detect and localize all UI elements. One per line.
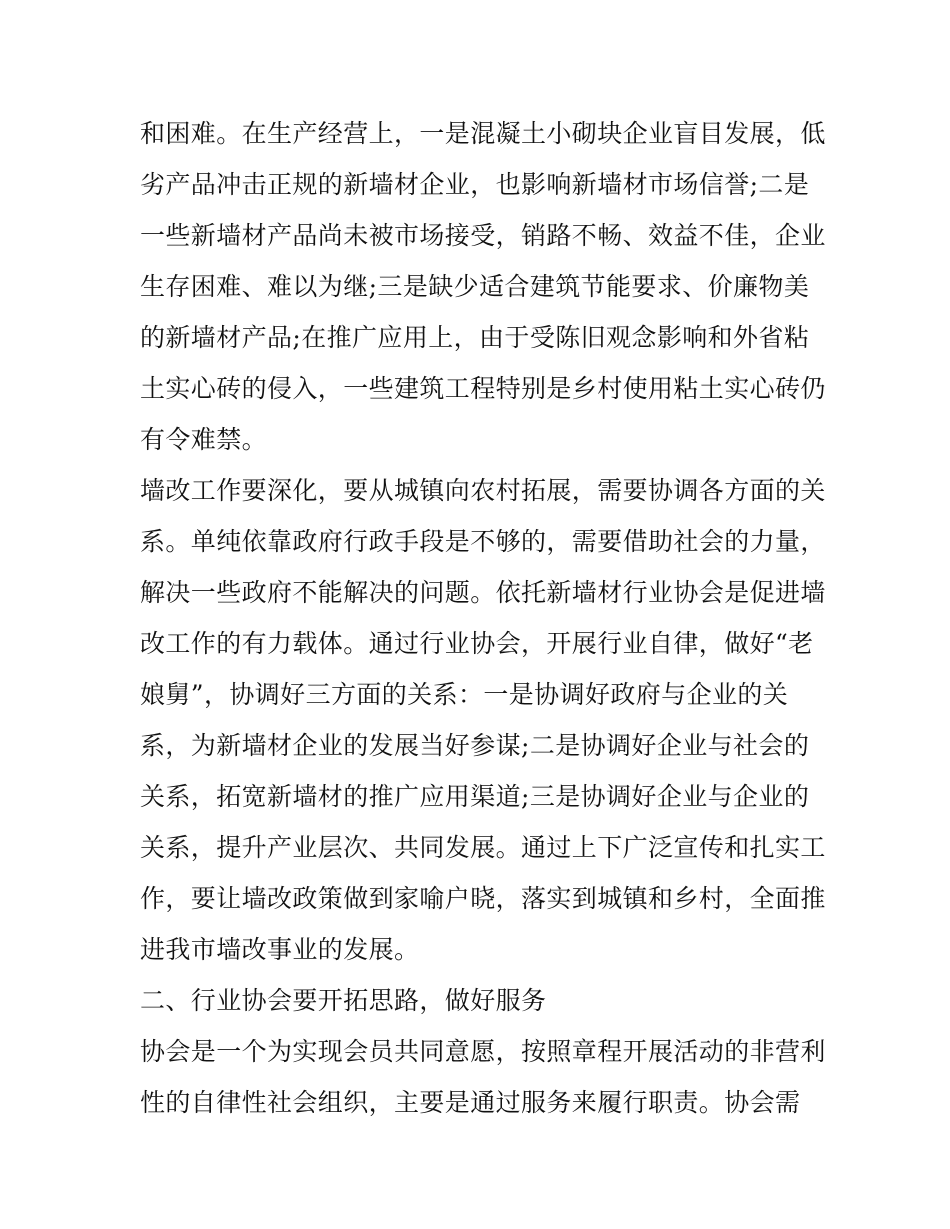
text-line: 墙改工作要深化，要从城镇向农村拓展，需要协调各方面的关: [140, 476, 826, 505]
text-line: 一些新墙材产品尚未被市场接受，销路不畅、效益不佳，企业: [140, 221, 826, 250]
text-line: 系。单纯依靠政府行政手段是不够的，需要借助社会的力量，: [140, 527, 826, 556]
text-line: 土实心砖的侵入，一些建筑工程特别是乡村使用粘土实心砖仍: [140, 374, 826, 403]
text-line: 性的自律性社会组织，主要是通过服务来履行职责。协会需: [140, 1088, 801, 1117]
text-line: 进我市墙改事业的发展。: [140, 935, 420, 964]
section-heading: 二、行业协会要开拓思路，做好服务: [140, 986, 547, 1015]
text-line: 系，为新墙材企业的发展当好参谋;二是协调好企业与社会的: [140, 731, 810, 760]
text-line: 的新墙材产品;在推广应用上，由于受陈旧观念影响和外省粘: [140, 323, 810, 352]
text-line: 关系，拓宽新墙材的推广应用渠道;三是协调好企业与企业的: [140, 782, 810, 811]
text-line: 和困难。在生产经营上，一是混凝土小砌块企业盲目发展，低: [140, 119, 826, 148]
text-line: 生存困难、难以为继;三是缺少适合建筑节能要求、价廉物美: [140, 272, 810, 301]
text-line: 娘舅”，协调好三方面的关系：一是协调好政府与企业的关: [140, 680, 789, 709]
text-line: 劣产品冲击正规的新墙材企业，也影响新墙材市场信誉;二是: [140, 170, 810, 199]
text-line: 关系，提升产业层次、共同发展。通过上下广泛宣传和扎实工: [140, 833, 826, 862]
text-line: 解决一些政府不能解决的问题。依托新墙材行业协会是促进墙: [140, 578, 826, 607]
text-line: 作，要让墙改政策做到家喻户晓，落实到城镇和乡村，全面推: [140, 884, 826, 913]
document-body: [140, 108, 826, 1128]
text-line: 有令难禁。: [140, 425, 268, 454]
text-line: 改工作的有力载体。通过行业协会，开展行业自律，做好“老: [140, 629, 814, 658]
text-line: 协会是一个为实现会员共同意愿，按照章程开展活动的非营利: [140, 1037, 826, 1066]
